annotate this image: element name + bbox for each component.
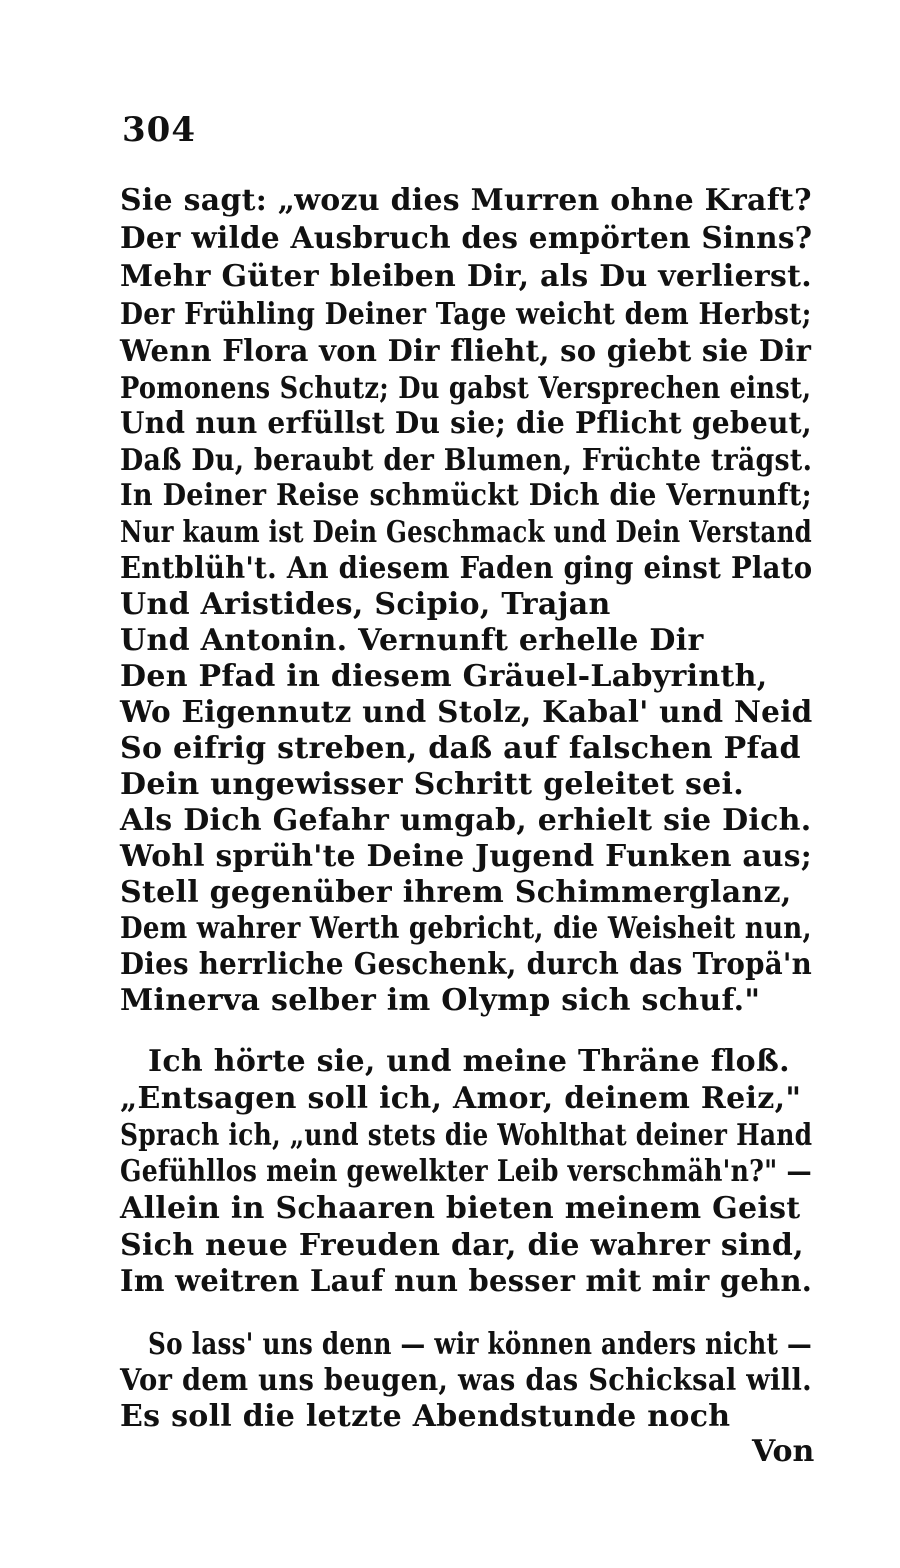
verse-line: Als Dich Gefahr umgab, erhielt sie Dich. (120, 803, 812, 838)
verse-line: Und Aristides, Scipio, Trajan (120, 587, 611, 622)
verse-line: Stell gegenüber ihrem Schimmerglanz, (120, 875, 792, 910)
verse-line: Mehr Güter bleiben Dir, als Du verlierst. (120, 259, 812, 294)
verse-line: So lass' uns denn — wir können anders nicht — (148, 1327, 812, 1362)
verse-line: Der wilde Ausbruch des empörten Sinns? (120, 221, 813, 256)
verse-line: Im weitren Lauf nun besser mit mir gehn. (120, 1264, 813, 1299)
catchword: Von (752, 1434, 815, 1469)
verse-line: Wenn Flora von Dir flieht, so giebt sie Dir (120, 334, 812, 369)
verse-line: Der Frühling Deiner Tage weicht dem Herbst; (120, 297, 812, 332)
verse-line: „Entsagen soll ich, Amor, deinem Reiz," (120, 1081, 802, 1116)
verse-line: Allein in Schaaren bieten meinem Geist (120, 1191, 801, 1226)
verse-line: Nur kaum ist Dein Geschmack und Dein Verstand (120, 515, 813, 550)
verse-line: Sich neue Freuden dar, die wahrer sind, (120, 1228, 804, 1263)
verse-line: Wo Eigennutz und Stolz, Kabal' und Neid (120, 695, 813, 730)
verse-line: Gefühllos mein gewelkter Leib verschmäh'n?" — (120, 1154, 812, 1189)
verse-line: Ich hörte sie, und meine Thräne floß. (148, 1044, 790, 1079)
verse-line: Und Antonin. Vernunft erhelle Dir (120, 623, 704, 658)
verse-line: So eifrig streben, daß auf falschen Pfad (120, 731, 801, 766)
verse-line: Vor dem uns beugen, was das Schicksal will. (120, 1363, 812, 1398)
verse-line: Und nun erfüllst Du sie; die Pflicht gebeut, (120, 406, 812, 441)
verse-line: Dein ungewisser Schritt geleitet sei. (120, 767, 744, 802)
verse-line: Dies herrliche Geschenk, durch das Tropä'n (120, 947, 813, 982)
page-number: 304 (122, 110, 196, 150)
verse-line: Minerva selber im Olymp sich schuf." (120, 983, 761, 1018)
verse-line: Entblüh't. An diesem Faden ging einst Plato (120, 551, 813, 586)
verse-line: Sprach ich, „und stets die Wohlthat deiner Hand (120, 1118, 813, 1153)
verse-line: Es soll die letzte Abendstunde noch (120, 1399, 731, 1434)
verse-line: Dem wahrer Werth gebricht, die Weisheit nun, (120, 911, 812, 946)
verse-line: Den Pfad in diesem Gräuel-Labyrinth, (120, 659, 768, 694)
verse-line: Wohl sprüh'te Deine Jugend Funken aus; (120, 839, 813, 874)
verse-line: Daß Du, beraubt der Blumen, Früchte trägst. (120, 443, 813, 478)
verse-line: Pomonens Schutz; Du gabst Versprechen einst, (120, 371, 812, 406)
verse-line: Sie sagt: „wozu dies Murren ohne Kraft? (120, 183, 812, 218)
verse-line: In Deiner Reise schmückt Dich die Vernunft; (120, 478, 812, 513)
